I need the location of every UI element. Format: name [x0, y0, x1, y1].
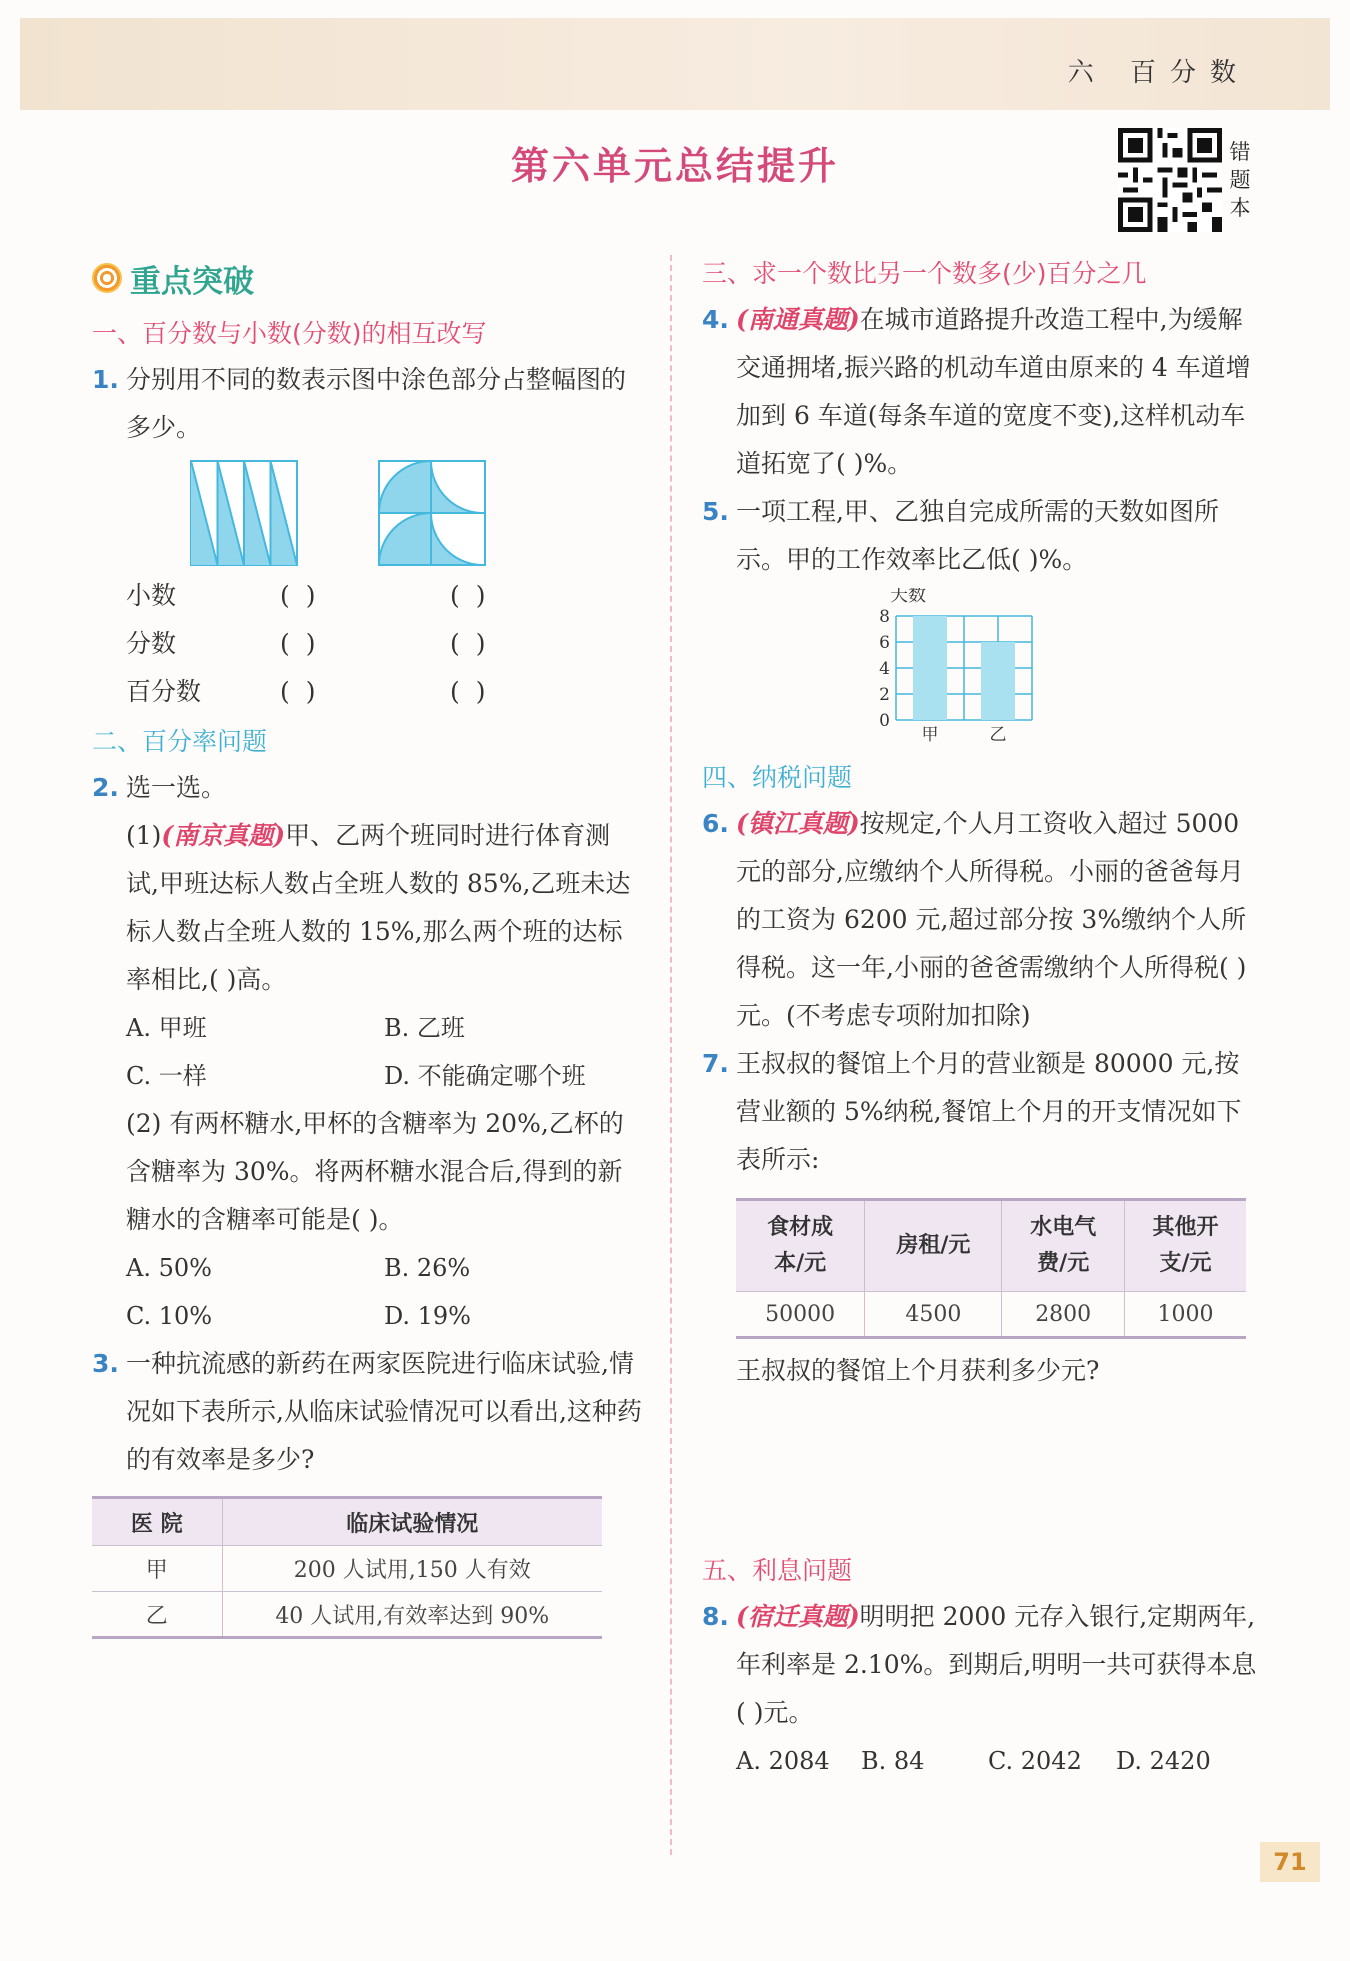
arc-square-figure [378, 460, 486, 566]
section-5-title: 五、利息问题 [702, 1556, 853, 1585]
option-c[interactable]: C. 10% [126, 1302, 213, 1330]
y-tick-label: 4 [879, 659, 890, 679]
table-cell: 甲 [92, 1546, 222, 1592]
source-tag: (镇江真题) [736, 809, 860, 838]
option-d[interactable]: D. 2420 [1116, 1747, 1211, 1775]
table-header [1002, 1200, 1124, 1292]
option-a[interactable]: A. 甲班 [126, 1014, 207, 1042]
question-text: 一项工程,甲、乙独自完成所需的天数如图所示。甲的工作效率比乙低( )%。 [736, 497, 1219, 574]
option-c[interactable]: C. 2042 [988, 1747, 1082, 1775]
question-text: 分别用不同的数表示图中涂色部分占整幅图的多少。 [126, 365, 627, 442]
qr-label [1226, 138, 1254, 222]
option-a[interactable]: A. 50% [126, 1254, 212, 1282]
answer-row-percent [126, 668, 642, 716]
answer-row-decimal [126, 572, 642, 620]
question-number: 8. [702, 1602, 729, 1631]
table-header: 医 院 [92, 1498, 222, 1546]
striped-square-figure [190, 460, 298, 566]
header-line: 其他开 [1152, 1215, 1219, 1240]
expense-table [736, 1198, 1246, 1339]
y-tick-label: 6 [879, 633, 890, 653]
left-column [92, 248, 642, 1639]
section-4-title: 四、纳税问题 [702, 763, 853, 792]
bar-1 [913, 616, 947, 720]
category-label: 甲 [921, 725, 939, 745]
answer-blank[interactable]: ( ) [280, 581, 320, 610]
target-icon [92, 263, 122, 293]
option-b[interactable]: B. 乙班 [384, 1014, 465, 1042]
section-1-title: 一、百分数与小数(分数)的相互改写 [92, 319, 487, 348]
answer-blank[interactable]: ( ) [280, 677, 320, 706]
table-cell: 乙 [92, 1592, 222, 1638]
header-line: 费/元 [1037, 1251, 1090, 1276]
q8-options [702, 1737, 1262, 1785]
answer-blank[interactable]: ( ) [450, 581, 490, 610]
table-cell: 40 人试用,有效率达到 90% [222, 1592, 602, 1638]
question-2 [92, 764, 642, 812]
category-label: 乙 [989, 725, 1007, 745]
option-c[interactable]: C. 一样 [126, 1062, 207, 1090]
q2-part-1-options [92, 1004, 642, 1100]
chart-ticks [879, 607, 890, 731]
table-cell: 2800 [1002, 1292, 1124, 1338]
answer-row-fraction [126, 620, 642, 668]
question-text: 王叔叔的餐馆上个月的营业额是 80000 元,按营业额的 5%纳税,餐馆上个月的开支情况如下表所示: [736, 1049, 1242, 1174]
table-row [92, 1546, 602, 1592]
row-label: 分数 [126, 629, 177, 658]
header-line: 本/元 [774, 1251, 827, 1276]
qr-label-char: 题 [1229, 168, 1251, 192]
qr-label-char: 本 [1229, 196, 1251, 220]
source-tag: (南京真题) [161, 821, 286, 850]
header-line: 支/元 [1159, 1251, 1212, 1276]
question-7 [702, 1040, 1262, 1184]
chart-y-label: 天数 [890, 588, 926, 606]
y-tick-label: 8 [879, 607, 890, 627]
option-a[interactable]: A. 2084 [736, 1747, 830, 1775]
right-column [702, 248, 1262, 1785]
question-8 [702, 1593, 1262, 1737]
source-tag: (宿迁真题) [736, 1602, 860, 1631]
section-2-title: 二、百分率问题 [92, 727, 268, 756]
question-number: 2. [92, 773, 119, 802]
question-body: 明明把 2000 元存入银行,定期两年,年利率是 2.10%。到期后,明明一共可获得本息( )元。 [736, 1602, 1257, 1727]
clinical-trial-table [92, 1496, 602, 1639]
question-3 [92, 1340, 642, 1484]
qr-label-char: 错 [1229, 140, 1251, 164]
table-cell: 200 人试用,150 人有效 [222, 1546, 602, 1592]
chart-categories [922, 725, 1007, 745]
question-body: 在城市道路提升改造工程中,为缓解交通拥堵,振兴路的机动车道由原来的 4 车道增加到 6 车道(每条车道的宽度不变),这样机动车道拓宽了( )%。 [736, 305, 1251, 478]
section-3-title: 三、求一个数比另一个数多(少)百分之几 [702, 259, 1147, 288]
table-row [92, 1592, 602, 1638]
chapter-header: 六 百分数 [1067, 58, 1250, 88]
question-text: 一种抗流感的新药在两家医院进行临床试验,情况如下表所示,从临床试验情况可以看出,这种药的有效率是多少? [126, 1349, 642, 1474]
header-line: 食材成 [767, 1215, 834, 1240]
question-number: 4. [702, 305, 729, 334]
part-number: (1) [126, 821, 162, 850]
table-row [736, 1292, 1246, 1338]
question-text [736, 296, 1262, 488]
page-title: 第六单元总结提升 [510, 144, 839, 188]
table-cell: 4500 [865, 1292, 1002, 1338]
key-section-heading [92, 248, 642, 308]
option-b[interactable]: B. 26% [384, 1254, 471, 1282]
question-number: 6. [702, 809, 729, 838]
answer-blank[interactable]: ( ) [450, 677, 490, 706]
option-b[interactable]: B. 84 [861, 1747, 925, 1775]
row-label: 小数 [126, 581, 177, 610]
question-number: 1. [92, 365, 119, 394]
q2-part-1 [92, 812, 642, 1004]
part-text: 甲、乙两个班同时进行体育测试,甲班达标人数占全班人数的 85%,乙班未达标人数占全班人数的 15%,那么两个班的达标率相比,( )高。 [126, 821, 631, 994]
option-d[interactable]: D. 不能确定哪个班 [384, 1062, 586, 1090]
question-text: 选一选。 [126, 773, 227, 802]
table-header [736, 1200, 865, 1292]
table-cell: 1000 [1124, 1292, 1246, 1338]
q1-figures [126, 452, 642, 572]
y-tick-label: 2 [879, 685, 890, 705]
question-text [736, 1593, 1262, 1737]
table-cell: 50000 [736, 1292, 865, 1338]
header-line: 水电气 [1030, 1215, 1097, 1240]
question-number: 3. [92, 1349, 119, 1378]
qr-code-icon[interactable] [1118, 128, 1222, 232]
question-5 [702, 488, 1262, 584]
question-1 [92, 356, 642, 452]
table-header [1124, 1200, 1246, 1292]
question-body: 按规定,个人月工资收入超过 5000 元的部分,应缴纳个人所得税。小丽的爸爸每月的工资为 6200 元,超过部分按 3%缴纳个人所得税。这一年,小丽的爸爸需缴纳个人所得税( )元。(不考虑专项附加扣除) [736, 809, 1247, 1030]
work-days-bar-chart [852, 588, 1082, 748]
question-6 [702, 800, 1262, 1040]
header-line: 房租/元 [896, 1233, 971, 1258]
column-divider [670, 255, 672, 1855]
page-number: 71 [1260, 1842, 1320, 1882]
row-label: 百分数 [126, 677, 202, 706]
question-4 [702, 296, 1262, 488]
option-d[interactable]: D. 19% [384, 1302, 471, 1330]
q1-answer-grid [126, 572, 642, 716]
table-header: 临床试验情况 [222, 1498, 602, 1546]
q2-part-2-options [92, 1244, 642, 1340]
question-text [736, 800, 1262, 1040]
question-number: 5. [702, 497, 729, 526]
key-section-title: 重点突破 [130, 263, 254, 300]
q2-part-2: (2) 有两杯糖水,甲杯的含糖率为 20%,乙杯的含糖率为 30%。将两杯糖水混合后,得到的新糖水的含糖率可能是( )。 [126, 1109, 624, 1234]
bar-2 [981, 642, 1015, 720]
source-tag: (南通真题) [736, 305, 860, 334]
question-number: 7. [702, 1049, 729, 1078]
table-header [865, 1200, 1002, 1292]
answer-blank[interactable]: ( ) [280, 629, 320, 658]
answer-space[interactable] [702, 1395, 1262, 1545]
answer-blank[interactable]: ( ) [450, 629, 490, 658]
y-tick-label: 0 [879, 711, 890, 731]
q7-question: 王叔叔的餐馆上个月获利多少元? [736, 1356, 1100, 1385]
